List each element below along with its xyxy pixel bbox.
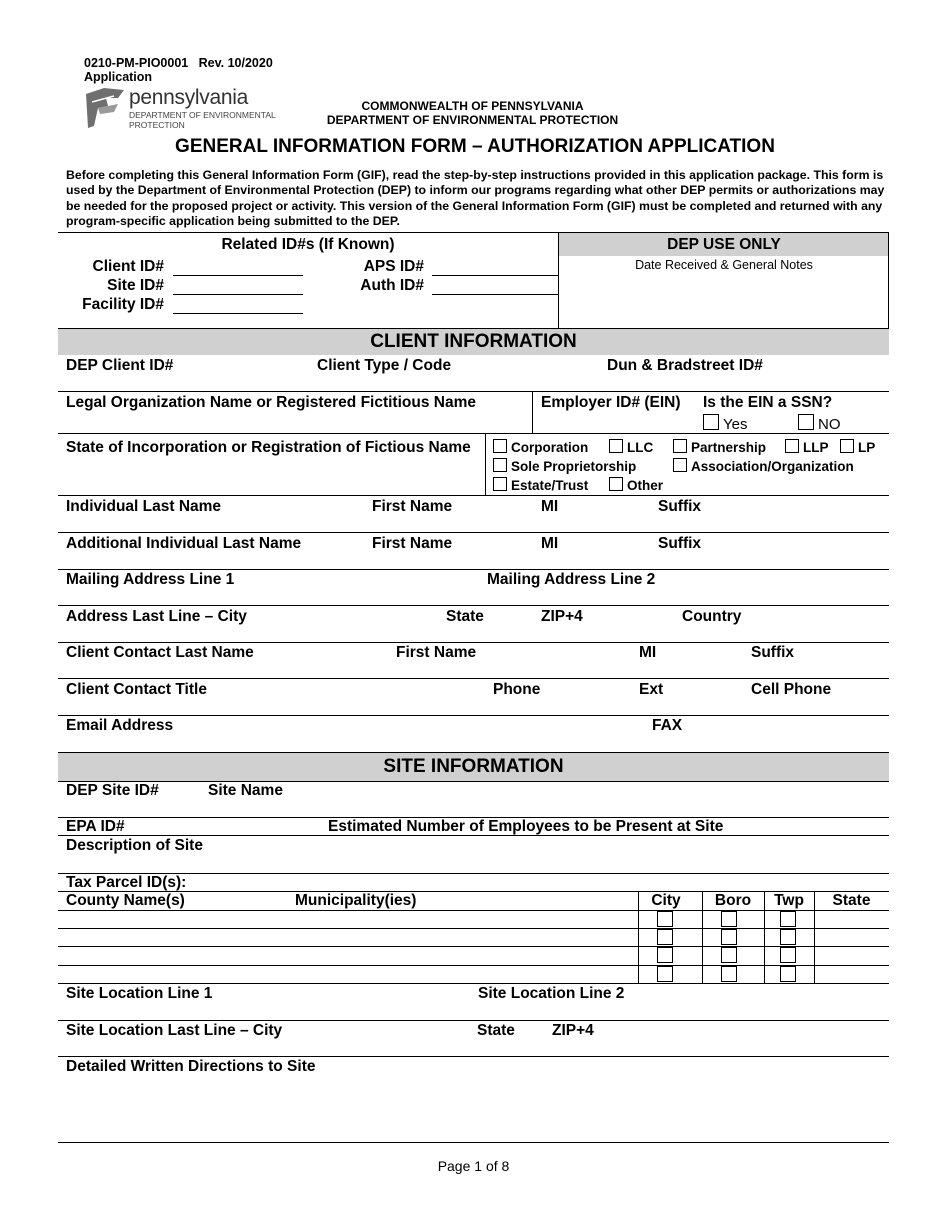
additional-first-name-label: First Name (372, 535, 453, 552)
contact-first-name-label: First Name (396, 644, 477, 661)
entity-association[interactable]: Association/Organization (673, 458, 854, 474)
checkbox-icon[interactable] (493, 458, 507, 472)
ext-label: Ext (639, 681, 664, 698)
contact-mi-label: MI (639, 644, 657, 661)
phone-label: Phone (493, 681, 541, 698)
city-checkbox[interactable] (657, 947, 673, 963)
site-description-label: Description of Site (66, 837, 203, 854)
related-ids-heading: Related ID#s (If Known) (221, 236, 395, 253)
address-zip-label: ZIP+4 (541, 608, 583, 625)
form-title: GENERAL INFORMATION FORM – AUTHORIZATION APPLICATION (175, 136, 775, 157)
address-state-label: State (446, 608, 484, 625)
aps-id-field[interactable] (432, 275, 558, 276)
individual-mi-label: MI (541, 498, 559, 515)
dep-use-note: Date Received & General Notes (635, 258, 813, 272)
county-label: County Name(s) (66, 892, 185, 909)
checkbox-icon[interactable] (840, 439, 854, 453)
checkbox-icon[interactable] (493, 439, 507, 453)
site-location-zip-label: ZIP+4 (552, 1022, 594, 1039)
twp-checkbox[interactable] (780, 911, 796, 927)
mailing-line2-label: Mailing Address Line 2 (487, 571, 656, 588)
municipality-label: Municipality(ies) (295, 892, 417, 909)
site-location-line2-label: Site Location Line 2 (478, 985, 625, 1002)
client-id-label: Client ID# (92, 258, 164, 275)
boro-checkbox[interactable] (721, 966, 737, 982)
individual-suffix-label: Suffix (658, 498, 702, 515)
dep-client-id-label: DEP Client ID# (66, 357, 174, 374)
twp-checkbox[interactable] (780, 947, 796, 963)
checkbox-icon[interactable] (609, 439, 623, 453)
legal-org-name-label: Legal Organization Name or Registered Fictitious Name (66, 394, 476, 411)
entity-partnership[interactable]: Partnership (673, 439, 766, 455)
address-city-label: Address Last Line – City (66, 608, 247, 625)
checkbox-icon[interactable] (673, 458, 687, 472)
checkbox-icon[interactable] (493, 477, 507, 491)
boro-checkbox[interactable] (721, 929, 737, 945)
boro-checkbox[interactable] (721, 911, 737, 927)
additional-suffix-label: Suffix (658, 535, 702, 552)
city-checkbox[interactable] (657, 966, 673, 982)
site-id-label: Site ID# (107, 277, 164, 294)
twp-checkbox[interactable] (780, 929, 796, 945)
additional-mi-label: MI (541, 535, 559, 552)
client-type-label: Client Type / Code (317, 357, 452, 374)
entity-other[interactable]: Other (609, 477, 663, 493)
cell-phone-label: Cell Phone (751, 681, 832, 698)
tax-parcel-label: Tax Parcel ID(s): (66, 874, 187, 891)
keystone-leaf-icon (84, 86, 126, 130)
checkbox-icon[interactable] (703, 414, 719, 430)
checkbox-icon[interactable] (609, 477, 623, 491)
contact-suffix-label: Suffix (751, 644, 795, 661)
ein-yes-option[interactable]: Yes (703, 414, 747, 433)
twp-checkbox[interactable] (780, 966, 796, 982)
entity-estate-trust[interactable]: Estate/Trust (493, 477, 588, 493)
individual-first-name-label: First Name (372, 498, 453, 515)
checkbox-icon[interactable] (798, 414, 814, 430)
auth-id-field[interactable] (432, 294, 558, 295)
city-col-label: City (651, 892, 681, 909)
additional-last-name-label: Additional Individual Last Name (66, 535, 302, 552)
entity-corporation[interactable]: Corporation (493, 439, 588, 455)
entity-llc[interactable]: LLC (609, 439, 653, 455)
contact-last-name-label: Client Contact Last Name (66, 644, 254, 661)
email-label: Email Address (66, 717, 174, 734)
form-kind: Application (84, 70, 153, 84)
individual-last-name-label: Individual Last Name (66, 498, 222, 515)
site-id-field[interactable] (173, 294, 303, 295)
site-section-title: SITE INFORMATION (383, 756, 564, 777)
entity-llp[interactable]: LLP (785, 439, 829, 455)
dun-bradstreet-label: Dun & Bradstreet ID# (607, 357, 763, 374)
ein-no-option[interactable]: NO (798, 414, 841, 433)
directions-label: Detailed Written Directions to Site (66, 1058, 316, 1075)
checkbox-icon[interactable] (785, 439, 799, 453)
state-col-label: State (832, 892, 871, 909)
client-section-title: CLIENT INFORMATION (370, 331, 577, 352)
entity-lp[interactable]: LP (840, 439, 875, 455)
page-number: Page 1 of 8 (437, 1158, 510, 1174)
boro-checkbox[interactable] (721, 947, 737, 963)
city-checkbox[interactable] (657, 911, 673, 927)
form-number: 0210-PM-PIO0001 Rev. 10/2020 (84, 56, 273, 70)
intro-paragraph: Before completing this General Information Form (GIF), read the step-by-step instructions provided in this application package. This form is used by the Department of Environmental Protection (DEP) to inform our programs regarding what other DEP permits or authorizations may be needed for the proposed project or activity. This version of the General Information Form (GIF) must be completed and returned with any program-specific application being submitted to the DEP. (66, 168, 885, 228)
client-id-field[interactable] (173, 275, 303, 276)
twp-col-label: Twp (774, 892, 804, 909)
site-location-city-label: Site Location Last Line – City (66, 1022, 283, 1039)
dep-site-id-label: DEP Site ID# (66, 782, 159, 799)
address-country-label: Country (682, 608, 742, 625)
state-incorporation-label: State of Incorporation or Registration of Fictious Name (66, 439, 471, 456)
mailing-line1-label: Mailing Address Line 1 (66, 571, 235, 588)
employees-label: Estimated Number of Employees to be Present at Site (328, 818, 724, 835)
boro-col-label: Boro (714, 892, 752, 909)
site-location-state-label: State (477, 1022, 515, 1039)
dep-use-heading: DEP USE ONLY (667, 236, 781, 253)
site-name-label: Site Name (208, 782, 283, 799)
auth-id-label: Auth ID# (360, 277, 424, 294)
employer-id-label: Employer ID# (EIN) (541, 394, 681, 411)
fax-label: FAX (652, 717, 683, 734)
facility-id-field[interactable] (173, 313, 303, 314)
epa-id-label: EPA ID# (66, 818, 125, 835)
contact-title-label: Client Contact Title (66, 681, 207, 698)
aps-id-label: APS ID# (363, 258, 424, 275)
agency-heading: COMMONWEALTH OF PENNSYLVANIA DEPARTMENT OF ENVIRONMENTAL PROTECTION (326, 99, 619, 127)
logo-dept-name: DEPARTMENT OF ENVIRONMENTAL PROTECTION (129, 110, 276, 130)
entity-sole-proprietorship[interactable]: Sole Proprietorship (493, 458, 636, 474)
facility-id-label: Facility ID# (82, 296, 164, 313)
checkbox-icon[interactable] (673, 439, 687, 453)
ein-ssn-question: Is the EIN a SSN? (703, 394, 833, 411)
site-location-line1-label: Site Location Line 1 (66, 985, 213, 1002)
logo-state-name: pennsylvania (129, 86, 248, 109)
city-checkbox[interactable] (657, 929, 673, 945)
